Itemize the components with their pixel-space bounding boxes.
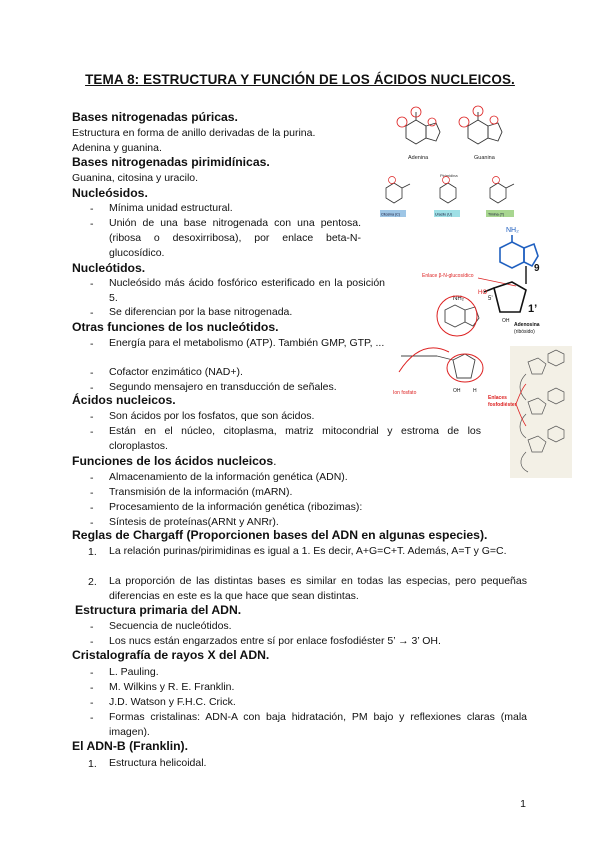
pyrimidine-top-label: Pirimidina	[440, 173, 458, 178]
oh-label: OH	[502, 318, 510, 324]
heading-funciones-acidos	[72, 454, 277, 468]
heading-estructura-primaria: Estructura primaria del ADN.	[75, 603, 242, 617]
list-item: La proporción de las distintas bases es similar en todas las especias, pero pequeñas diferencias en este es la que hace que sean distintas.	[109, 575, 527, 602]
list-item: La relación purinas/pirimidinas es igual a 1. Es decir, A+G=C+T. Además, A=T y G=C.	[109, 545, 507, 557]
list-item: Se diferencian por la base nitrogenada.	[109, 306, 293, 318]
bullet-dash: -	[90, 426, 94, 438]
bullet-dash: -	[90, 697, 94, 709]
list-number: 2.	[88, 576, 97, 588]
bullet-dash: -	[90, 682, 94, 694]
bullet-dash: -	[90, 382, 94, 394]
list-item: Mínima unidad estructural.	[109, 202, 233, 214]
nucleotide-oh-label: OH	[453, 388, 461, 394]
list-item: M. Wilkins y R. E. Franklin.	[109, 681, 235, 693]
list-item: Nucleósido más ácido fosfórico esterificado en la posición 5.	[109, 277, 385, 304]
list-item: Están en el núcleo, citoplasma, matriz mitocondrial y estroma de los cloroplastos.	[109, 425, 481, 452]
list-item: Síntesis de proteínas(ARNt y ANRr).	[109, 516, 279, 528]
heading-otras-funciones: Otras funciones de los nucleótidos.	[72, 320, 279, 334]
bullet-dash: -	[90, 218, 94, 230]
nh2-label: NH₂	[506, 227, 519, 234]
adenosine-caption-2: (ribósido)	[514, 329, 535, 335]
heading-bases-pirimidinicas: Bases nitrogenadas pirimidínicas.	[72, 155, 270, 169]
list-item: Segundo mensajero en transducción de señales.	[109, 381, 337, 393]
nucleotide-h-label: H	[473, 388, 477, 394]
list-item: Formas cristalinas: ADN-A con baja hidratación, PM bajo y reflexiones claras (mala imagen).	[109, 711, 527, 738]
ho-label: HO	[478, 290, 487, 296]
c5-label: 5’	[488, 296, 493, 302]
list-item: Procesamiento de la información genética (ribozimas):	[109, 501, 363, 513]
guanina-label: Guanina	[474, 155, 495, 161]
list-item: Energía para el metabolismo (ATP). También GMP, GTP, ...	[109, 337, 385, 349]
list-item: Secuencia de nucleótidos.	[109, 620, 232, 632]
nucleotide-nh2-label: NH₂	[453, 296, 464, 302]
list-item: Son ácidos por los fosfatos, que son ácidos.	[109, 410, 315, 422]
text-line: Adenina y guanina.	[72, 142, 162, 154]
bullet-dash: -	[90, 502, 94, 514]
list-item: L. Pauling.	[109, 666, 159, 678]
citosina-label: Citosina (C)	[381, 212, 400, 217]
bullet-dash: -	[90, 203, 94, 215]
enlaces-label: Enlaces	[488, 395, 507, 401]
list-item: Cofactor enzimático (NAD+).	[109, 366, 243, 378]
heading-chargaff: Reglas de Chargaff (Proporcionen bases del ADN en algunas especies).	[72, 528, 488, 542]
bullet-dash: -	[90, 278, 94, 290]
bullet-dash: -	[90, 517, 94, 529]
heading-text: Funciones de los ácidos nucleicos	[72, 454, 274, 468]
list-item: Unión de una base nitrogenada con una pentosa. (ribosa o desoxirribosa), por enlace beta-N-glucosídico.	[109, 217, 361, 259]
adenosine-caption: Adenosina	[514, 322, 540, 328]
heading-cristalografia: Cristalografía de rayos X del ADN.	[72, 648, 270, 662]
page-title: TEMA 8: ESTRUCTURA Y FUNCIÓN DE LOS ÁCIDOS NUCLEICOS.	[85, 72, 515, 87]
timina-label: Timina (T)	[488, 212, 505, 217]
enlace-label: Enlace β-N-glucosídico	[422, 273, 474, 279]
list-number: 1.	[88, 758, 97, 770]
heading-adn-b: El ADN-B (Franklin).	[72, 739, 189, 753]
list-item: Estructura helicoidal.	[109, 757, 207, 769]
bullet-dash: -	[90, 636, 94, 648]
dna-strand-figure	[488, 344, 572, 480]
c1-label: 1’	[528, 303, 538, 315]
list-item: Almacenamiento de la información genética (ADN).	[109, 471, 348, 483]
bullet-dash: -	[90, 338, 94, 350]
adenina-label: Adenina	[408, 155, 429, 161]
ion-fosfato-label: Ion fosfato	[393, 390, 417, 396]
bullet-dash: -	[90, 472, 94, 484]
bullet-dash: -	[90, 712, 94, 724]
list-item: Transmisión de la información (mARN).	[109, 486, 293, 498]
page-number: 1	[520, 798, 526, 810]
uracilo-label: Uracilo (U)	[435, 212, 453, 217]
fosfodiester-label: fosfodiéster	[488, 402, 517, 408]
bullet-dash: -	[90, 487, 94, 499]
bullet-dash: -	[90, 621, 94, 633]
list-item: J.D. Watson y F.H.C. Crick.	[109, 696, 236, 708]
text-line: Estructura en forma de anillo derivadas de la purina.	[72, 127, 316, 139]
bullet-dash: -	[90, 667, 94, 679]
heading-acidos-nucleicos: Ácidos nucleicos.	[72, 393, 176, 407]
list-item: Los nucs están engarzados entre sí por enlace fosfodiéster 5’ → 3’ OH.	[109, 635, 441, 647]
text-line: Guanina, citosina y uracilo.	[72, 172, 199, 184]
purine-bases-figure	[388, 104, 528, 166]
heading-nucleosidos: Nucleósidos.	[72, 186, 148, 200]
bullet-dash: -	[90, 307, 94, 319]
heading-tail: .	[273, 454, 277, 468]
n9-label: 9	[534, 263, 540, 274]
list-number: 1.	[88, 546, 97, 558]
pyrimidine-bases-figure	[378, 170, 534, 220]
heading-bases-puricas: Bases nitrogenadas púricas.	[72, 110, 238, 124]
bullet-dash: -	[90, 411, 94, 423]
bullet-dash: -	[90, 367, 94, 379]
heading-nucleotidos: Nucleótidos.	[72, 261, 146, 275]
